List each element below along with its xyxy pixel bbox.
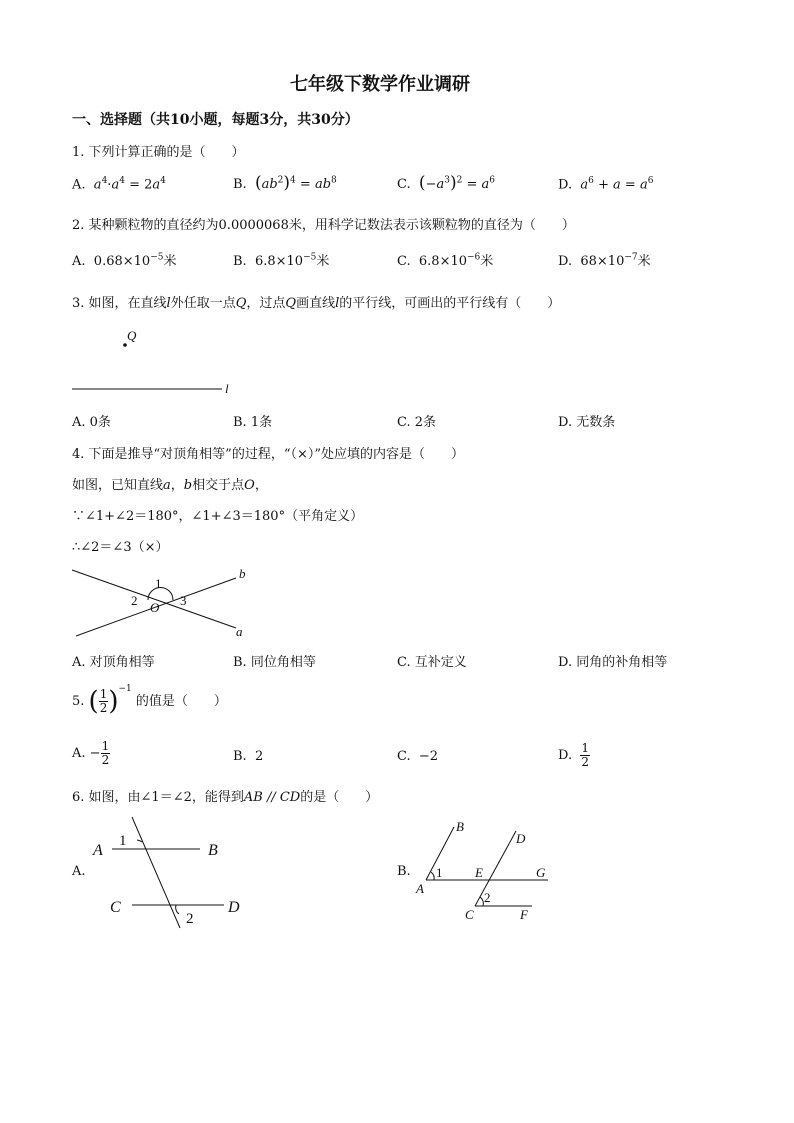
label-d: D: [516, 831, 526, 846]
q2-option-a[interactable]: A. $0.68\times 10^{-5}$米: [72, 252, 177, 269]
label-b: B: [208, 842, 218, 859]
q4-figure: [60, 560, 260, 640]
q1-option-b[interactable]: B. $(ab^2)^4 = ab^8$: [233, 173, 337, 193]
transversal: [132, 817, 180, 928]
label-o: O: [150, 600, 160, 615]
q6-stem: 6. 如图，由∠1＝∠2，能得到AB // CD的是（ ）: [72, 790, 379, 805]
q1-option-d[interactable]: D. $a^6 + a = a^6$: [558, 176, 654, 193]
label-c: C: [465, 907, 474, 922]
q4-line1: 如图，已知直线a，b相交于点O，: [72, 478, 268, 493]
q1-option-c[interactable]: C. $(-a^3)^2 = a^6$: [397, 173, 495, 193]
q1-stem: 1. 下列计算正确的是（ ）: [72, 145, 245, 160]
q6-option-a[interactable]: A.: [72, 864, 86, 879]
q6-figure-a: [90, 812, 260, 932]
q3-option-a[interactable]: A. 0条: [72, 415, 111, 430]
line-a: [72, 570, 236, 628]
q2-stem: 2. 某种颗粒物的直径约为0.0000068米，用科学记数法表示该颗粒物的直径为（ ）: [72, 218, 575, 233]
q4-line3: ∴∠2＝∠3（×）: [72, 540, 169, 555]
label-d: D: [228, 899, 240, 916]
q5-option-d[interactable]: D. $\frac{1}{2}$: [558, 741, 589, 769]
label-e: E: [475, 865, 483, 880]
label-2: 2: [186, 911, 194, 927]
q4-line2: ∵∠1+∠2＝180°，∠1+∠3＝180°（平角定义）: [72, 509, 364, 524]
q5-option-a[interactable]: A. − $\frac{1}{2}$: [72, 739, 110, 767]
point-q: [123, 343, 127, 347]
angle-2-arc: [480, 897, 483, 906]
label-3: 3: [180, 593, 187, 608]
q5-option-b[interactable]: B. 2: [233, 749, 264, 764]
label-b: b: [239, 566, 246, 581]
q2-option-b[interactable]: B. $6.8\times 10^{-5}$米: [233, 252, 330, 269]
q3-stem: 3. 如图，在直线l外任取一点Q，过点Q画直线l的平行线，可画出的平行线有（ ）: [72, 296, 561, 311]
q3-option-c[interactable]: C. 2条: [397, 415, 437, 430]
angle-1-arc: [431, 872, 434, 880]
q4-option-a[interactable]: A. 对顶角相等: [72, 655, 155, 670]
q4-stem: 4. 下面是推导“对顶角相等”的过程，“（×）”处应填的内容是（ ）: [72, 447, 465, 462]
q5-stem: 5. ( $\frac{1}{2}$ )$^{-1}$ 的值是（ ）: [72, 684, 227, 717]
label-a: A: [416, 881, 424, 896]
angle-2-arc: [176, 905, 179, 914]
label-2: 2: [131, 593, 138, 608]
label-2: 2: [484, 890, 491, 905]
label-c: C: [110, 899, 121, 916]
label-a: a: [236, 624, 243, 639]
label-l: l: [225, 381, 229, 396]
q3-option-d[interactable]: D. 无数条: [558, 415, 616, 430]
label-b: B: [456, 819, 464, 834]
q4-option-c[interactable]: C. 互补定义: [397, 655, 467, 670]
label-q: Q: [127, 328, 137, 343]
page-title: 七年级下数学作业调研: [290, 74, 470, 95]
label-g: G: [536, 865, 546, 880]
q6-figure-b: [410, 815, 570, 925]
q6-option-b[interactable]: B.: [397, 864, 411, 879]
q2-option-d[interactable]: D. $68\times 10^{-7}$米: [558, 252, 651, 269]
q4-option-d[interactable]: D. 同角的补角相等: [558, 655, 668, 670]
q3-option-b[interactable]: B. 1条: [233, 415, 273, 430]
section-heading: 一、选择题（共10小题，每题3分，共30分）: [72, 112, 359, 128]
q3-figure: [60, 325, 260, 400]
q1-option-a[interactable]: A. $a^4\cdot a^4 = 2a^4$: [72, 176, 166, 193]
q4-option-b[interactable]: B. 同位角相等: [233, 655, 316, 670]
label-1: 1: [155, 576, 162, 591]
q5-option-c[interactable]: C. −2: [397, 749, 439, 764]
label-a: A: [93, 842, 103, 859]
q2-option-c[interactable]: C. $6.8\times 10^{-6}$米: [397, 252, 494, 269]
label-1: 1: [119, 833, 127, 849]
label-1: 1: [436, 865, 443, 880]
angle-1-arc: [137, 840, 142, 842]
label-f: F: [520, 907, 528, 922]
